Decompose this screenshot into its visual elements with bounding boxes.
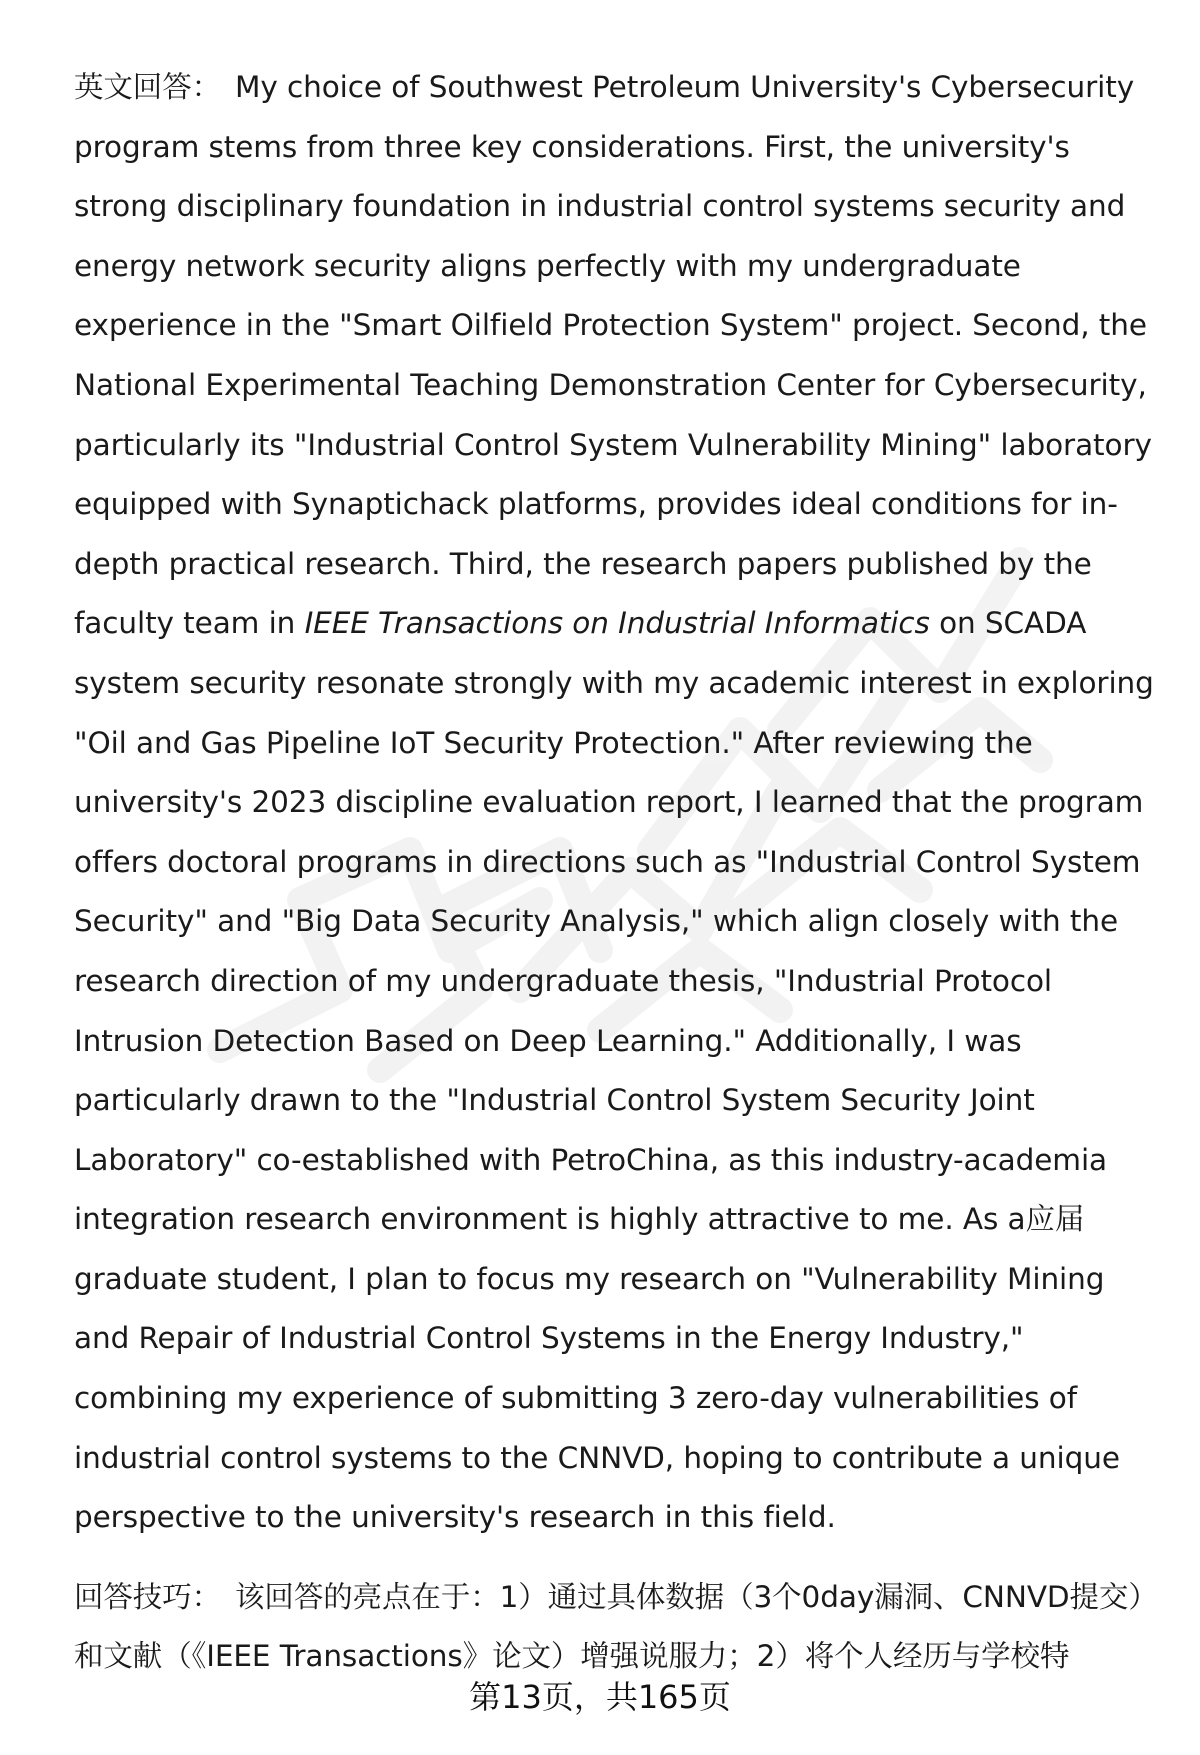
page-number: 第13页，共165页 (469, 1678, 731, 1716)
tips-text: 该回答的亮点在于：1）通过具体数据（3个0day漏洞、CNNVD提交）和文献（《IEEE Transactions》论文）增强说服力；2）将个人经历与学校特 (74, 1579, 1143, 1674)
journal-title: IEEE Transactions on Industrial Informatics (304, 606, 930, 641)
tips-label: 回答技巧： (74, 1579, 222, 1614)
answer-text-part-2: on SCADA system security resonate strongly with my academic interest in exploring "Oil and Gas Pipeline IoT Security Protection." After reviewing the university's 2023 discipline evaluation report, I learned that the program offers doctoral programs in directions such as "Industrial Control System Security" and "Big Data Security Analysis," which align closely with the research direction of my undergraduate thesis, "Industrial Protocol Intrusion Detection Based on Deep Learning." Additionally, I was particularly drawn to the "Industrial Control System Security Joint Laboratory" co-established with PetroChina, as this industry-academia integration research environment is highly attractive to me. As a应届 graduate student, I plan to focus my research on "Vulnerability Mining and Repair of Industrial Control Systems in the Energy Industry," combining my experience of submitting 3 zero-day vulnerabilities of industrial control systems to the CNNVD, hoping to contribute a unique perspective to the university's research in this field. (74, 606, 1154, 1535)
answer-text-part-1: My choice of Southwest Petroleum University's Cybersecurity program stems from three key considerations. First, the university's strong disciplinary foundation in industrial control systems security and energy network security aligns perfectly with my undergraduate experience in the "Smart Oilfield Protection System" project. Second, the National Experimental Teaching Demonstration Center for Cybersecurity, particularly its "Industrial Control System Vulnerability Mining" laboratory equipped with Synaptichack platforms, provides ideal conditions for in-depth practical research. Third, the research papers published by the faculty team in (74, 70, 1152, 641)
document-body (74, 58, 1154, 1687)
answer-tips-paragraph (74, 1568, 1154, 1687)
answer-label: 英文回答： (74, 70, 222, 104)
english-answer-paragraph (74, 58, 1154, 1548)
